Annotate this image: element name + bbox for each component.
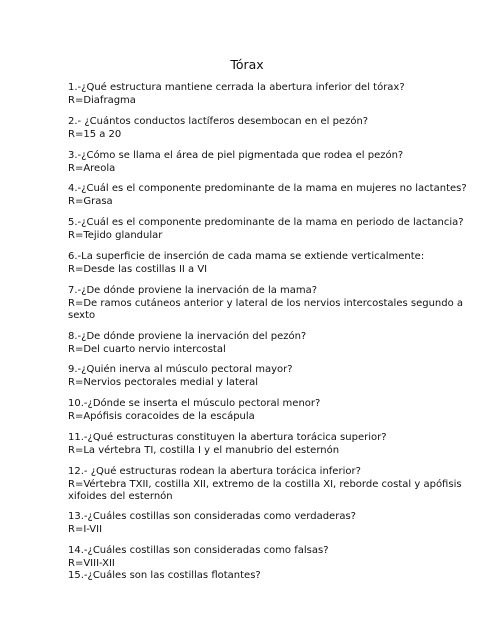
- answer-14: R=VIII-XII: [68, 557, 115, 569]
- qa-item-14: [68, 545, 428, 583]
- question-7: 7.-¿De dónde proviene la inervación de la mama?: [68, 285, 318, 296]
- answer-9: R=Nervios pectorales medial y lateral: [68, 376, 259, 388]
- qa-item-6: [68, 251, 428, 276]
- qa-item-3: [68, 150, 428, 175]
- answer-12-continued: xifoides del esternón: [68, 491, 173, 502]
- question-9: 9.-¿Quién inerva al músculo pectoral mayor?: [68, 364, 293, 375]
- question-13: 13.-¿Cuáles costillas son consideradas como verdaderas?: [68, 511, 356, 522]
- answer-1: R=Diafragma: [68, 94, 136, 106]
- answer-4: R=Grasa: [68, 195, 113, 207]
- qa-item-9: [68, 364, 428, 389]
- answer-2: R=15 a 20: [68, 128, 122, 140]
- qa-item-4: [68, 183, 467, 208]
- answer-12: R=Vértebra TXII, costilla XII, extremo de la costilla XI, reborde costal y apófisis: [68, 478, 462, 490]
- qa-item-12: [68, 466, 462, 504]
- question-6: 6.-La superficie de inserción de cada mama se extiende verticalmente:: [68, 251, 425, 262]
- question-14: 14.-¿Cuáles costillas son consideradas como falsas?: [68, 545, 329, 556]
- question-5: 5.-¿Cuál es el componente predominante de la mama en periodo de lactancia?: [68, 217, 464, 228]
- qa-item-7: [68, 285, 464, 323]
- qa-item-13: [68, 511, 428, 536]
- answer-7-continued: sexto: [68, 310, 96, 321]
- qa-item-8: [68, 331, 428, 356]
- question-15: 15.-¿Cuáles son las costillas flotantes?: [68, 570, 261, 581]
- qa-item-11: [68, 432, 428, 457]
- question-4: 4.-¿Cuál es el componente predominante de la mama en mujeres no lactantes?: [68, 183, 467, 194]
- answer-7: R=De ramos cutáneos anterior y lateral de los nervios intercostales segundo a: [68, 297, 464, 309]
- qa-item-5: [68, 217, 464, 242]
- answer-13: R=I-VII: [68, 523, 103, 535]
- question-11: 11.-¿Qué estructuras constituyen la abertura torácica superior?: [68, 432, 387, 443]
- qa-item-1: [68, 82, 428, 107]
- question-3: 3.-¿Cómo se llama el área de piel pigmentada que rodea el pezón?: [68, 150, 404, 161]
- answer-8: R=Del cuarto nervio intercostal: [68, 343, 226, 355]
- answer-10: R=Apófisis coracoides de la escápula: [68, 410, 255, 422]
- answer-5: R=Tejido glandular: [68, 229, 163, 241]
- question-1: 1.-¿Qué estructura mantiene cerrada la abertura inferior del tórax?: [68, 82, 405, 93]
- question-10: 10.-¿Dónde se inserta el músculo pectoral menor?: [68, 398, 321, 409]
- question-2: 2.- ¿Cuántos conductos lactíferos desembocan en el pezón?: [68, 116, 369, 127]
- question-12: 12.- ¿Qué estructuras rodean la abertura torácica inferior?: [68, 466, 361, 477]
- question-8: 8.-¿De dónde proviene la inervación del pezón?: [68, 331, 307, 342]
- page-title: Tórax: [230, 57, 264, 72]
- answer-11: R=La vértebra TI, costilla I y el manubrio del esternón: [68, 444, 340, 456]
- answer-6: R=Desde las costillas II a VI: [68, 263, 208, 275]
- qa-item-10: [68, 398, 428, 423]
- answer-3: R=Areola: [68, 162, 116, 174]
- qa-item-2: [68, 116, 428, 141]
